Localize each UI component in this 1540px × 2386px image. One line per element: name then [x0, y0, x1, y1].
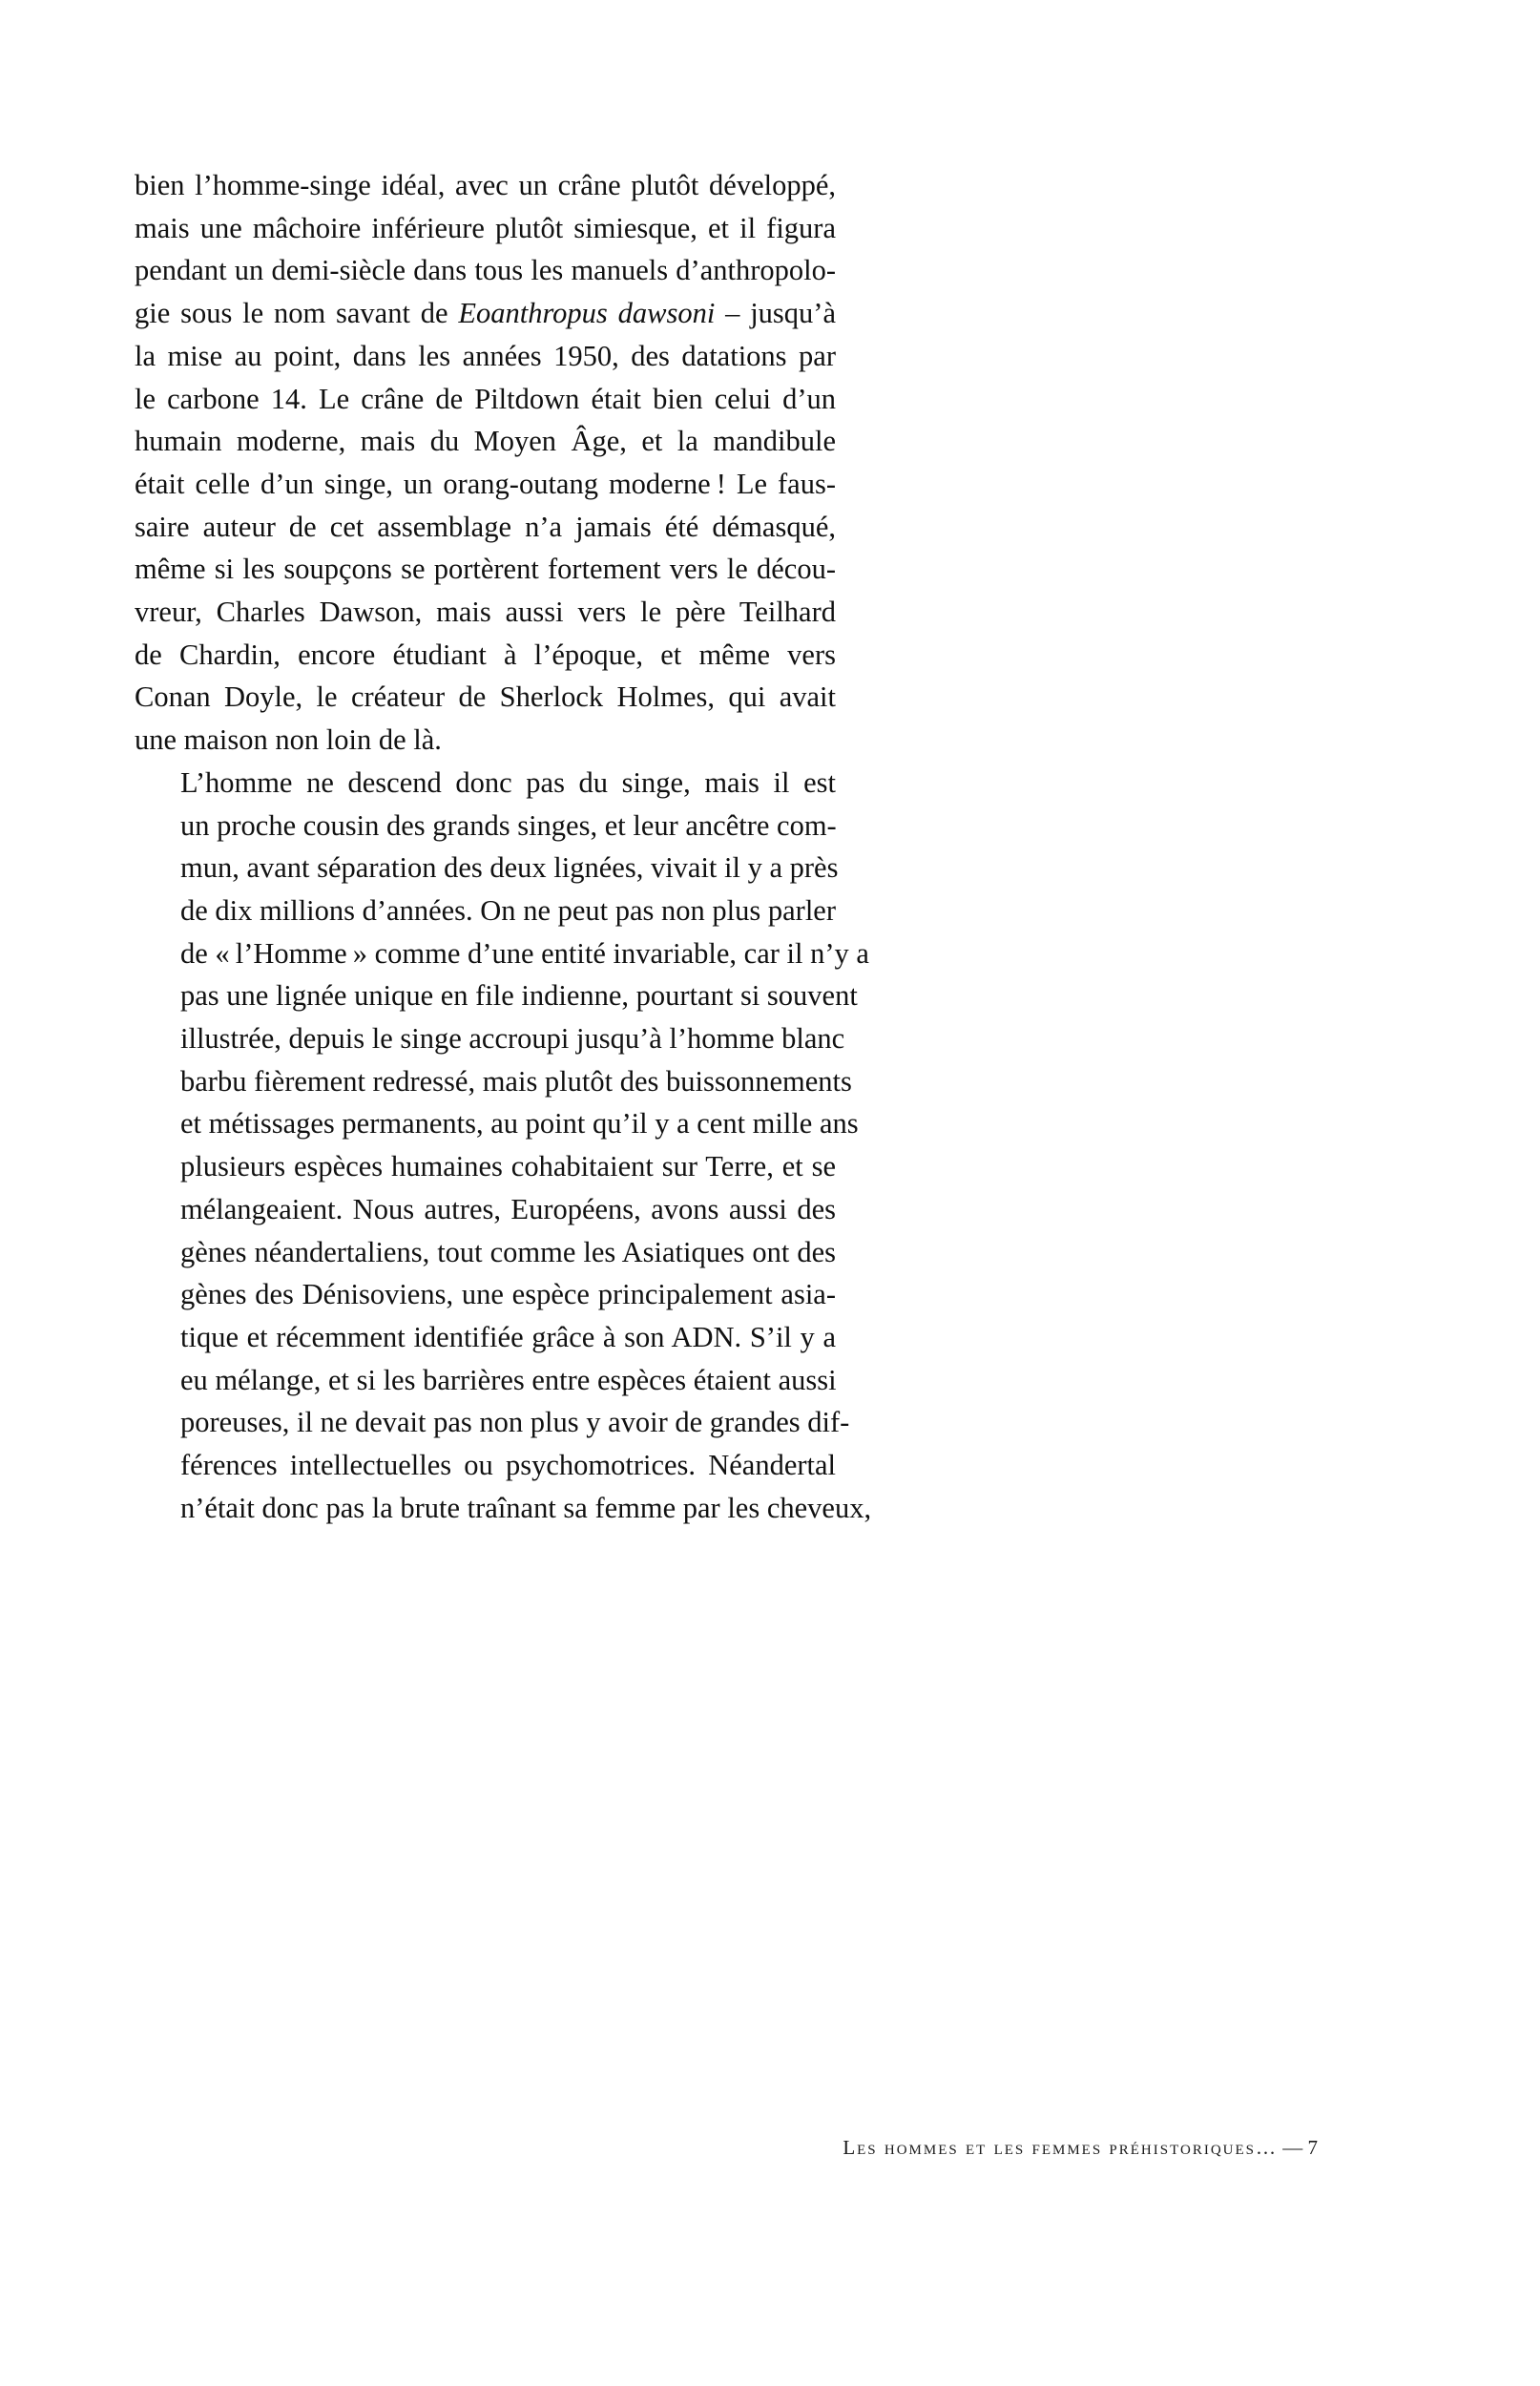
text-line: la mise au point, dans les années 1950, des datations par — [135, 339, 836, 372]
text-line: vreur, Charles Dawson, mais aussi vers le père Teilhard — [135, 596, 836, 629]
italic-species-name: Eoanthropus dawsoni — [458, 297, 716, 330]
text-line: poreuses, il ne devait pas non plus y avoir de grandes dif- — [180, 1406, 850, 1439]
page-footer — [135, 2136, 1318, 2160]
text-line: saire auteur de cet assemblage n’a jamais été démasqué, — [135, 510, 836, 543]
text-line: de dix millions d’années. On ne peut pas non plus parler — [180, 893, 836, 927]
text-line: même si les soupçons se portèrent fortement vers le décou- — [135, 553, 836, 586]
footer-separator-and-number: — 7 — [1278, 2136, 1318, 2159]
text-line: gènes néandertaliens, tout comme les Asiatiques ont des — [180, 1235, 836, 1268]
text-line: le carbone 14. Le crâne de Piltdown était bien celui d’un — [135, 382, 836, 415]
text-line: pas une lignée unique en file indienne, pourtant si souvent — [180, 979, 858, 1013]
paragraph-1 — [135, 164, 836, 762]
text-line: pendant un demi-siècle dans tous les manuels d’anthropolo- — [135, 254, 836, 287]
text-line: de Chardin, encore étudiant à l’époque, et même vers — [135, 638, 836, 671]
text-line: bien l’homme-singe idéal, avec un crâne plutôt développé, — [135, 169, 836, 201]
text-line: mais une mâchoire inférieure plutôt simiesque, et il figura — [135, 211, 836, 244]
text-line: férences intellectuelles ou psychomotrices. Néandertal — [180, 1449, 836, 1482]
text-line: plusieurs espèces humaines cohabitaient sur Terre, et se — [180, 1150, 836, 1183]
text-line: un proche cousin des grands singes, et leur ancêtre com- — [180, 808, 837, 842]
text-line: humain moderne, mais du Moyen Âge, et la mandibule — [135, 425, 836, 458]
text-line: tique et récemment identifiée grâce à son ADN. S’il y a — [180, 1320, 836, 1353]
text-line: Conan Doyle, le créateur de Sherlock Holmes, qui avait — [135, 680, 836, 714]
paragraph-2 — [135, 762, 872, 1530]
text-line: et métissages permanents, au point qu’il y a cent mille ans — [180, 1107, 859, 1141]
text-line: L’homme ne descend donc pas du singe, mais il est — [180, 765, 836, 799]
text-line: illustrée, depuis le singe accroupi jusqu’à l’homme blanc — [180, 1022, 845, 1056]
text-line: gènes des Dénisoviens, une espèce principalement asia- — [180, 1278, 836, 1311]
text-line: était celle d’un singe, un orang-outang moderne ! Le faus- — [135, 467, 836, 500]
text-line: de « l’Homme » comme d’une entité invariable, car il n’y a — [180, 936, 869, 970]
text-line: une maison non loin de là. — [135, 723, 442, 757]
text-line: mun, avant séparation des deux lignées, vivait il y a près — [180, 851, 839, 885]
footer-running-title: Les hommes et les femmes préhistoriques… — [843, 2136, 1278, 2159]
text-line: mélangeaient. Nous autres, Européens, avons aussi des — [180, 1192, 836, 1225]
text-line: gie sous le nom savant de Eoanthropus dawsoni – jusqu’à — [135, 297, 836, 330]
text-line: n’était donc pas la brute traînant sa femme par les cheveux, — [180, 1491, 872, 1524]
body-text-block — [135, 164, 872, 1530]
text-line: eu mélange, et si les barrières entre espèces étaient aussi — [180, 1363, 837, 1396]
text-line: barbu fièrement redressé, mais plutôt des buissonnements — [180, 1064, 852, 1098]
